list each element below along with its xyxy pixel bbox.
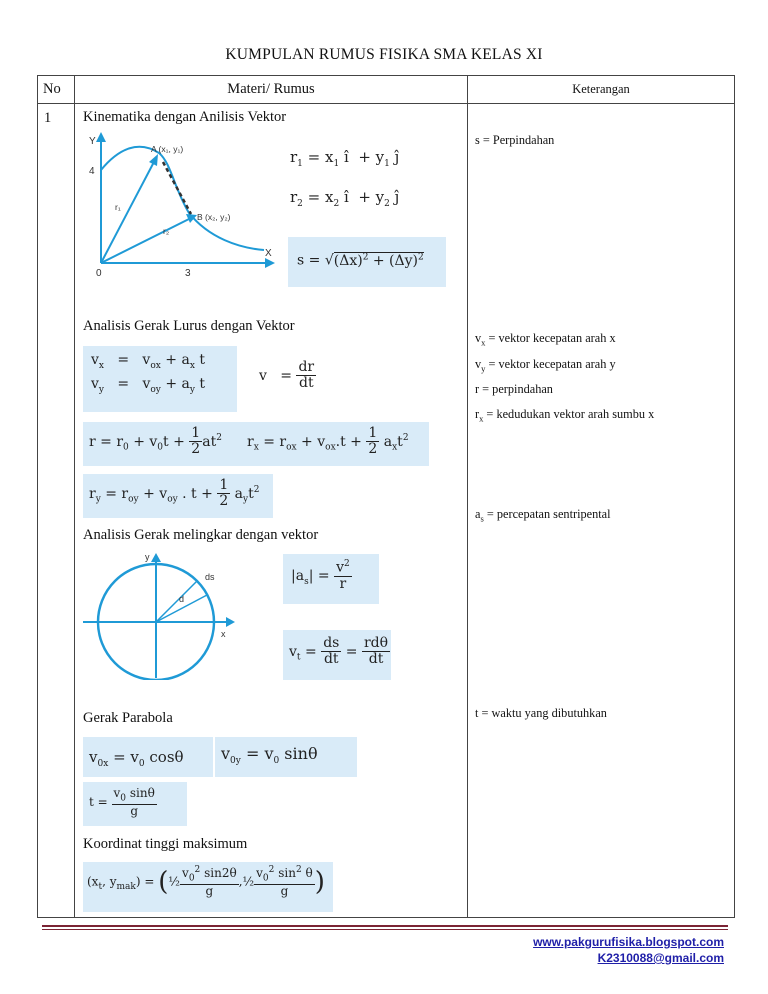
footer-rule-thin: [42, 929, 728, 930]
note-as: $a_s$ = percepatan sentripental: [475, 507, 611, 524]
position-vector-graph: [79, 128, 279, 278]
formula-v0x: $v_{0x} = v_0$ cosθ: [89, 748, 184, 769]
section-kinematika: Kinematika dengan Anilisis Vektor: [83, 109, 287, 125]
circle-d-label: d: [179, 594, 185, 604]
document-title: KUMPULAN RUMUS FISIKA SMA KELAS XI: [225, 46, 543, 63]
formula-position-ry: $r_y = r_{oy} + v_{oy}$ . t + $\frac{1}{2}$ $a_yt^2$: [89, 477, 260, 510]
section-koordinat: Koordinat tinggi maksimum: [83, 836, 248, 852]
row-number: 1: [44, 110, 52, 126]
table-row: [38, 104, 735, 918]
formula-displacement: $s = √(\Delta x)^2 + (\Delta y)^2$: [297, 252, 424, 269]
graph-x-label: X: [265, 248, 272, 259]
trajectory-curve: [101, 147, 264, 250]
vector-r2: [101, 218, 191, 263]
footer-website-link[interactable]: www.pakgurufisika.blogspot.com: [533, 935, 724, 949]
section-parabola: Gerak Parabola: [83, 710, 173, 726]
circular-motion-diagram: [81, 550, 241, 680]
keterangan-cell: [468, 104, 734, 917]
graph-x-tick: 3: [185, 268, 191, 278]
header-materi: Materi/ Rumus: [75, 76, 468, 104]
formula-position-rx: $r_x = r_{ox} + v_{ox}.t$ + $\frac{1}{2}$ $a_xt^2$: [247, 425, 409, 458]
graph-y-tick: 4: [89, 166, 95, 177]
formula-v-dr-dt: v = $\frac{dr}{dt}$: [259, 359, 315, 392]
section-gerak-melingkar: Analisis Gerak melingkar dengan vektor: [83, 527, 319, 543]
circle-ds-label: ds: [205, 572, 215, 582]
circle-x-arrow: [226, 617, 235, 627]
point-b-label: B (x₂, y₂): [197, 212, 231, 222]
formula-max-height: ($x_t$, $y_{mak}$) = (½ $\frac{v_0^2 \sin 2\theta}{g}$ ,½ $\frac{v_0^2 \sin^2 \theta}{g}$ ): [87, 865, 325, 899]
formula-table: [37, 75, 735, 918]
formula-position-r: $r = r_0 + v_0t$ + $\frac{1}{2}$ $at^2$: [89, 425, 222, 458]
footer-rule-thick: [42, 925, 728, 927]
formula-centripetal: $|a_s|$ = $\frac{v^2}{r}$: [291, 559, 350, 593]
note-rx: $r_x$ = kedudukan vektor arah sumbu x: [475, 407, 655, 424]
graph-origin: 0: [96, 268, 102, 278]
circle-x-label: x: [221, 629, 226, 639]
note-vx: $v_x$ = vektor kecepatan arah x: [475, 331, 616, 348]
formula-tangential: $v_t$ = $\frac{ds}{dt}$ = $\frac{\text{rdθ}}{dt}$: [289, 635, 389, 668]
footer-email-link[interactable]: K2310088@gmail.com: [597, 951, 724, 965]
point-a-label: A (x₁, y₁): [151, 144, 184, 154]
circle-y-arrow: [151, 553, 161, 562]
note-r: r = perpindahan: [475, 382, 553, 396]
header-keterangan: Keterangan: [468, 76, 735, 104]
circle-y-label: y: [145, 552, 150, 562]
note-time: t = waktu yang dibutuhkan: [475, 706, 607, 720]
formula-vx: $v_x = v_{ox} + a_x$ t: [91, 352, 205, 371]
radius-line-1: [156, 581, 197, 622]
r1-label: r₁: [115, 202, 121, 212]
header-no: No: [38, 76, 75, 104]
formula-r2: $r_2 = x_2$ î + $y_2$ ĵ: [290, 188, 400, 209]
r2-label: r₂: [163, 226, 170, 236]
table-header-row: [38, 76, 735, 104]
note-displacement: s = Perpindahan: [475, 133, 555, 147]
section-gerak-lurus: Analisis Gerak Lurus dengan Vektor: [83, 318, 295, 334]
graph-y-label: Y: [89, 136, 96, 147]
graph-x-arrow: [265, 258, 275, 268]
formula-r1: $r_1 = x_1$ î + $y_1$ ĵ: [290, 148, 400, 169]
formula-vy: $v_y = v_{oy} + a_y$ t: [91, 376, 206, 395]
materi-cell: [75, 104, 467, 917]
note-vy: $v_y$ = vektor kecepatan arah y: [475, 357, 616, 374]
formula-time: t = $\frac{v_0 \sin\theta}{g}$: [89, 786, 155, 819]
displacement-vector: [163, 162, 191, 214]
vector-r1: [101, 160, 155, 263]
graph-y-arrow: [96, 132, 106, 142]
formula-v0y: $v_{0y} = v_0$ sinθ: [221, 744, 318, 767]
